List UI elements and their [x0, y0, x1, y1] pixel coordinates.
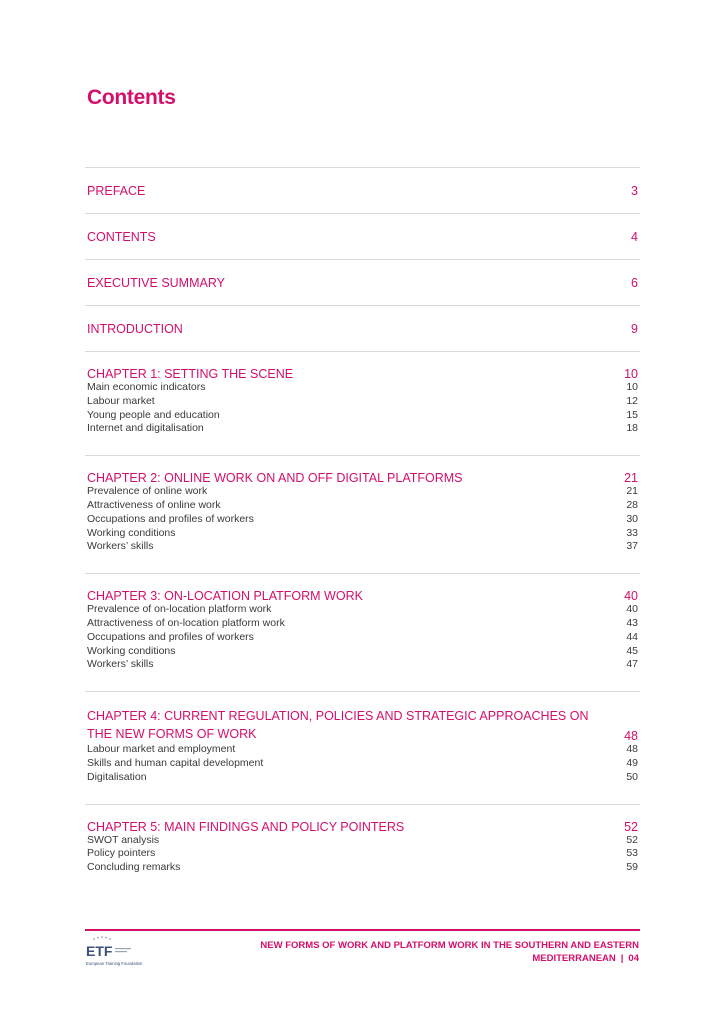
footer-line-2-text: MEDITERRANEAN — [532, 953, 616, 964]
toc-heading-page: 6 — [631, 276, 638, 290]
toc-entry-title: SWOT analysis — [87, 833, 160, 846]
toc-heading[interactable] — [87, 230, 638, 244]
toc-entry-title: Concluding remarks — [87, 861, 181, 874]
toc-section-preface — [85, 167, 640, 213]
toc-entry-title: Occupations and profiles of workers — [87, 630, 254, 643]
toc-entry[interactable] — [87, 771, 638, 785]
toc-entry-title: Workers’ skills — [87, 658, 154, 671]
toc-entry-page: 45 — [626, 644, 638, 657]
toc-heading[interactable] — [87, 184, 638, 198]
toc-section-contents — [85, 213, 640, 259]
toc-entry-page: 53 — [626, 847, 638, 860]
toc-entry-page: 30 — [626, 512, 638, 525]
toc-entry-title: Working conditions — [87, 644, 176, 657]
etf-logo — [85, 935, 145, 969]
toc-heading[interactable] — [87, 322, 638, 336]
toc-entry-page: 48 — [626, 743, 638, 756]
toc-entry[interactable] — [87, 540, 638, 554]
toc-section-chapter-4 — [85, 691, 640, 803]
toc-heading-title: CHAPTER 2: ONLINE WORK ON AND OFF DIGITAL PLATFORMS — [87, 471, 463, 486]
toc-entry-page: 18 — [626, 422, 638, 435]
toc-entry-page: 50 — [626, 770, 638, 783]
toc-entry-page: 15 — [626, 408, 638, 421]
toc-entry-page: 59 — [626, 861, 638, 874]
toc-entry[interactable] — [87, 485, 638, 499]
toc-entry-title: Prevalence of online work — [87, 485, 208, 498]
toc-section-executive-summary — [85, 259, 640, 305]
toc-heading-title: EXECUTIVE SUMMARY — [87, 276, 225, 290]
toc-entry[interactable] — [87, 603, 638, 617]
toc-entry[interactable] — [87, 757, 638, 771]
toc-entry[interactable] — [87, 658, 638, 672]
toc-heading-page: 48 — [624, 729, 638, 744]
toc-section-introduction — [85, 305, 640, 351]
toc-heading[interactable] — [87, 276, 638, 290]
toc-heading-title: CHAPTER 1: SETTING THE SCENE — [87, 367, 294, 381]
toc-entry-page: 12 — [626, 394, 638, 407]
toc-entry-page: 33 — [626, 526, 638, 539]
toc-heading-page: 52 — [624, 819, 638, 834]
toc-entry[interactable] — [87, 645, 638, 659]
toc-entry-page: 44 — [626, 630, 638, 643]
toc-entry-page: 28 — [626, 498, 638, 511]
toc-heading[interactable] — [87, 471, 638, 485]
toc-heading-page: 9 — [631, 322, 638, 336]
toc-entry-page: 49 — [626, 756, 638, 769]
toc-entry[interactable] — [87, 631, 638, 645]
toc-heading[interactable] — [87, 589, 638, 603]
footer-page-number: 04 — [628, 953, 639, 964]
toc-heading[interactable] — [87, 707, 638, 743]
footer-divider — [85, 929, 640, 931]
toc-entry-page: 37 — [626, 540, 638, 553]
toc-entry-title: Labour market and employment — [87, 743, 236, 756]
logo-subtitle: European Training Foundation — [86, 961, 143, 966]
toc-heading-page: 21 — [624, 471, 638, 486]
toc-entry-title: Skills and human capital development — [87, 756, 264, 769]
toc-entry-title: Digitalisation — [87, 770, 147, 783]
toc-heading[interactable] — [87, 820, 638, 834]
toc-heading-title: PREFACE — [87, 184, 146, 198]
toc-entry-title: Prevalence of on-location platform work — [87, 603, 272, 616]
toc-heading-page: 10 — [624, 367, 638, 381]
toc-entry[interactable] — [87, 499, 638, 513]
toc-entry-title: Main economic indicators — [87, 381, 206, 393]
toc-heading-page: 3 — [631, 184, 638, 198]
toc-section-chapter-1 — [85, 351, 640, 455]
table-of-contents — [85, 167, 640, 894]
toc-section-chapter-2 — [85, 455, 640, 573]
toc-entry[interactable] — [87, 513, 638, 527]
toc-heading-title: CHAPTER 4: CURRENT REGULATION, POLICIES AND STRATEGIC APPROACHES ON THE NEW FORMS OF WORK — [87, 709, 589, 742]
footer-line-1: NEW FORMS OF WORK AND PLATFORM WORK IN THE SOUTHERN AND EASTERN — [260, 940, 639, 951]
toc-heading-page: 40 — [624, 589, 638, 604]
toc-entry[interactable] — [87, 395, 638, 409]
toc-section-chapter-5 — [85, 804, 640, 894]
toc-entry-page: 40 — [626, 603, 638, 616]
toc-heading-title: INTRODUCTION — [87, 322, 183, 336]
footer-separator: | — [620, 953, 624, 964]
toc-heading-title: CONTENTS — [87, 230, 156, 244]
logo-wordmark: ETF — [86, 943, 113, 959]
toc-entry[interactable] — [87, 847, 638, 861]
toc-section-chapter-3 — [85, 573, 640, 691]
toc-entry-title: Young people and education — [87, 408, 220, 421]
toc-entry-page: 21 — [626, 485, 638, 498]
toc-entry-page: 52 — [626, 833, 638, 846]
toc-entry[interactable] — [87, 743, 638, 757]
page-title: Contents — [87, 86, 176, 109]
toc-heading-title: CHAPTER 3: ON-LOCATION PLATFORM WORK — [87, 589, 363, 604]
toc-heading-page: 4 — [631, 230, 638, 244]
toc-entry-title: Working conditions — [87, 526, 176, 539]
toc-entry-page: 10 — [626, 381, 638, 393]
toc-entry-title: Policy pointers — [87, 847, 156, 860]
toc-entry-title: Internet and digitalisation — [87, 422, 204, 435]
toc-entry[interactable] — [87, 422, 638, 436]
footer-line-2 — [209, 952, 639, 965]
toc-heading[interactable] — [87, 367, 638, 381]
toc-entry-title: Workers’ skills — [87, 540, 154, 553]
toc-entry[interactable] — [87, 861, 638, 875]
toc-entry[interactable] — [87, 381, 638, 395]
toc-entry-title: Occupations and profiles of workers — [87, 512, 254, 525]
toc-entry-title: Labour market — [87, 394, 155, 407]
toc-entry[interactable] — [87, 527, 638, 541]
toc-entry-title: Attractiveness of on-location platform work — [87, 616, 285, 629]
toc-entry-title: Attractiveness of online work — [87, 498, 221, 511]
toc-entry[interactable] — [87, 834, 638, 848]
toc-heading-title: CHAPTER 5: MAIN FINDINGS AND POLICY POINTERS — [87, 819, 405, 834]
toc-entry[interactable] — [87, 617, 638, 631]
toc-entry-page: 47 — [626, 658, 638, 671]
toc-entry-page: 43 — [626, 616, 638, 629]
toc-entry[interactable] — [87, 409, 638, 423]
footer-document-title — [209, 939, 639, 965]
